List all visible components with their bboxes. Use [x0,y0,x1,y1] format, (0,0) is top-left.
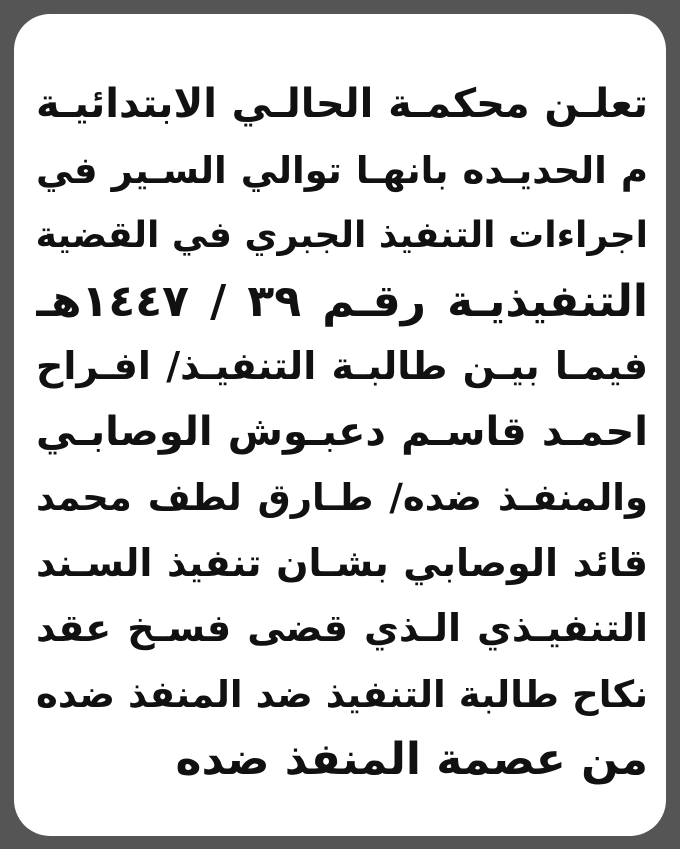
notice-line-1: تعلـن محكمـة الحالـي الابتدائيـة [36,81,648,127]
notice-line-2: م الحديـده بانهـا توالي السـير في [36,148,648,192]
notice-line-7: والمنفـذ ضده/ طـارق لطف محمد [36,476,648,519]
notice-line-8: قائد الوصابي بشـان تنفيذ السـند [36,540,648,585]
notice-line-5: فيمـا بيـن طالبـة التنفيـذ/ افـراح [36,344,648,388]
notice-card [14,14,666,836]
notice-line-3: اجراءات التنفيذ الجبري في القضية [36,215,648,256]
notice-line-6: احمـد قاسـم دعبـوش الوصابـي [36,408,648,455]
notice-line-10: نكاح طالبة التنفيذ ضد المنفذ ضده [36,672,648,716]
notice-line-11: من عصمة المنفذ ضده [175,734,648,785]
notice-line-4: التنفيذيـة رقـم ٣٩ / ١٤٤٧هـ [36,275,648,327]
court-notice-text [36,72,648,793]
notice-line-9: التنفيـذي الـذي قضى فسـخ عقد [36,606,648,650]
